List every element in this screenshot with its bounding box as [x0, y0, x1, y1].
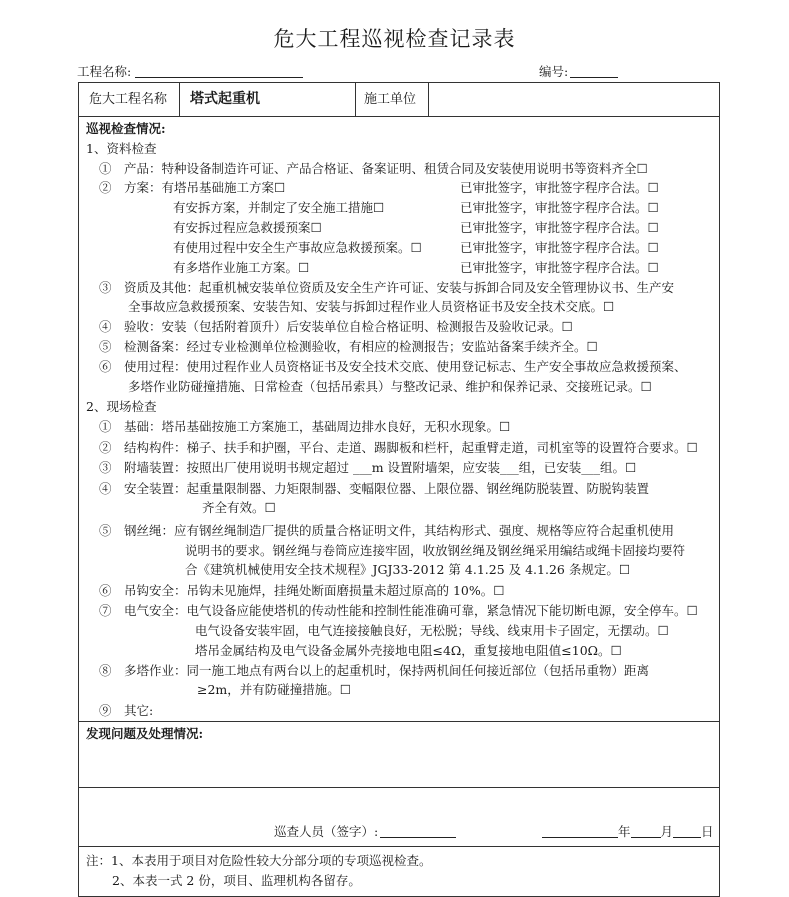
check-item[interactable]: ③ 附墙装置：按照出厂使用说明书规定超过 ___m 设置附墙架，应安装___组，已安装___组。☐: [99, 460, 637, 475]
check-item[interactable]: ⑦ 电气安全：电气设备应能使塔机的传动性能和控制性能准确可靠，紧急情况下能切断电源，安全停车。☐: [99, 603, 698, 618]
check-item[interactable]: 有安拆方案，并制定了安全施工措施☐: [173, 200, 385, 215]
check-item[interactable]: 已审批签字，审批签字程序合法。☐: [460, 240, 659, 255]
header-row: [79, 83, 719, 117]
month-label: 月: [660, 824, 674, 839]
project-name-row: [77, 62, 303, 80]
check-item-continuation: 电气设备安装牢固，电气连接接触良好，无松脱；导线、线束用卡子固定，无摆动。☐: [195, 623, 669, 638]
issues-section[interactable]: [79, 722, 719, 788]
inspector-label: 巡查人员（签字）:: [274, 824, 379, 839]
check-item[interactable]: ④ 验收：安装（包括附着顶升）后安装单位自检合格证明、检测报告及验收记录。☐: [99, 319, 573, 334]
serial-row: [539, 62, 618, 80]
check-item[interactable]: 有多塔作业施工方案。☐: [173, 260, 310, 275]
day-field[interactable]: [673, 824, 701, 838]
inspector-signature-field[interactable]: [380, 824, 456, 838]
check-item[interactable]: 有使用过程中安全生产事故应急救援预案。☐: [173, 240, 422, 255]
check-item[interactable]: ⑧ 多塔作业：同一施工地点有两台以上的起重机时，保持两机间任何接近部位（包括吊重物）距离: [99, 663, 650, 678]
check-item[interactable]: 有安拆过程应急救援预案☐: [173, 220, 322, 235]
note-1: 注：1、本表用于项目对危险性较大分部分项的专项巡视检查。: [86, 853, 432, 868]
notes-section: [79, 847, 719, 897]
category-label: 危大工程名称: [89, 92, 168, 107]
serial-field[interactable]: [570, 64, 618, 78]
month-field[interactable]: [631, 824, 661, 838]
check-item[interactable]: ⑥ 吊钩安全：吊钩未见施焊，挂绳处断面磨损量未超过原高的 10%。☐: [99, 583, 505, 598]
project-name-field[interactable]: [135, 64, 303, 78]
inspection-form: [78, 82, 720, 897]
sign-date: [542, 824, 714, 840]
unit-label: 施工单位: [364, 92, 417, 107]
check-item[interactable]: ⑤ 检测备案：经过专业检测单位检测验收，有相应的检测报告；安监站备案手续齐全。☐: [99, 339, 598, 354]
section-site-check: 2、现场检查: [86, 399, 157, 414]
check-item[interactable]: ③ 资质及其他：起重机械安装单位资质及安全生产许可证、安装与拆卸合同及安全管理协议书、生产安: [99, 280, 675, 295]
project-name-label: 工程名称:: [77, 64, 132, 79]
check-item[interactable]: 已审批签字，审批签字程序合法。☐: [460, 180, 659, 195]
category-value: 塔式起重机: [190, 91, 260, 107]
check-item[interactable]: ⑤ 钢丝绳：应有钢丝绳制造厂提供的质量合格证明文件，其结构形式、强度、规格等应符合起重机使用: [99, 523, 675, 538]
check-item[interactable]: ① 基础：塔吊基础按施工方案施工，基础周边排水良好，无积水现象。☐: [99, 419, 511, 434]
check-item[interactable]: ② 结构构件：梯子、扶手和护圈，平台、走道、踢脚板和栏杆，起重臂走道，司机室等的设置符合要求。☐: [99, 440, 698, 455]
year-field[interactable]: [542, 824, 618, 838]
year-label: 年: [618, 824, 631, 839]
inspection-content: [79, 116, 719, 722]
check-item-continuation: 全事故应急救援预案、安装告知、安装与拆卸过程作业人员资格证书及安全技术交底。☐: [128, 299, 615, 314]
unit-field[interactable]: [430, 83, 718, 116]
check-item[interactable]: 已审批签字，审批签字程序合法。☐: [460, 260, 659, 275]
serial-label: 编号:: [539, 64, 569, 79]
signature-row: [79, 788, 719, 847]
check-item[interactable]: ④ 安全装置：起重量限制器、力矩限制器、变幅限位器、上限位器、钢丝绳防脱装置、防脱钩装置: [99, 481, 650, 496]
check-item-continuation: 塔吊金属结构及电气设备金属外壳接地电阻≤4Ω，重复接地电阻值≤10Ω。☐: [195, 643, 622, 658]
check-item[interactable]: ⑨ 其它:: [99, 703, 154, 718]
check-item[interactable]: ② 方案：有塔吊基础施工方案☐: [99, 180, 286, 195]
check-item-continuation: 合《建筑机械使用安全技术规程》JGJ33-2012 第 4.1.25 及 4.1.26 条规定。☐: [185, 562, 631, 577]
check-item[interactable]: ① 产品：特种设备制造许可证、产品合格证、备案证明、租赁合同及安装使用说明书等资料齐全☐: [99, 161, 648, 176]
inspector-signature: [274, 824, 456, 840]
note-2: 2、本表一式 2 份，项目、监理机构各留存。: [112, 873, 361, 888]
check-item[interactable]: 已审批签字，审批签字程序合法。☐: [460, 220, 659, 235]
check-item[interactable]: 已审批签字，审批签字程序合法。☐: [460, 200, 659, 215]
issues-heading: 发现问题及处理情况:: [86, 726, 204, 741]
check-item-continuation: ≥2m，并有防碰撞措施。☐: [197, 682, 351, 697]
check-item[interactable]: ⑥ 使用过程：使用过程作业人员资格证书及安全技术交底、使用登记标志、生产安全事故应急救援预案、: [99, 359, 687, 374]
check-item-continuation: 齐全有效。☐: [202, 500, 276, 515]
check-item-continuation: 多塔作业防碰撞措施、日常检查（包括吊索具）与整改记录、维护和保养记录、交接班记录。☐: [128, 379, 652, 394]
check-item-continuation: 说明书的要求。钢丝绳与卷筒应连接牢固，收放钢丝绳及钢丝绳采用编结或绳卡固接均要符: [185, 543, 686, 558]
inspection-heading: 巡视检查情况:: [86, 121, 166, 136]
section-document-check: 1、资料检查: [86, 141, 157, 156]
page-title: 危大工程巡视检查记录表: [273, 27, 516, 51]
day-label: 日: [701, 824, 714, 839]
